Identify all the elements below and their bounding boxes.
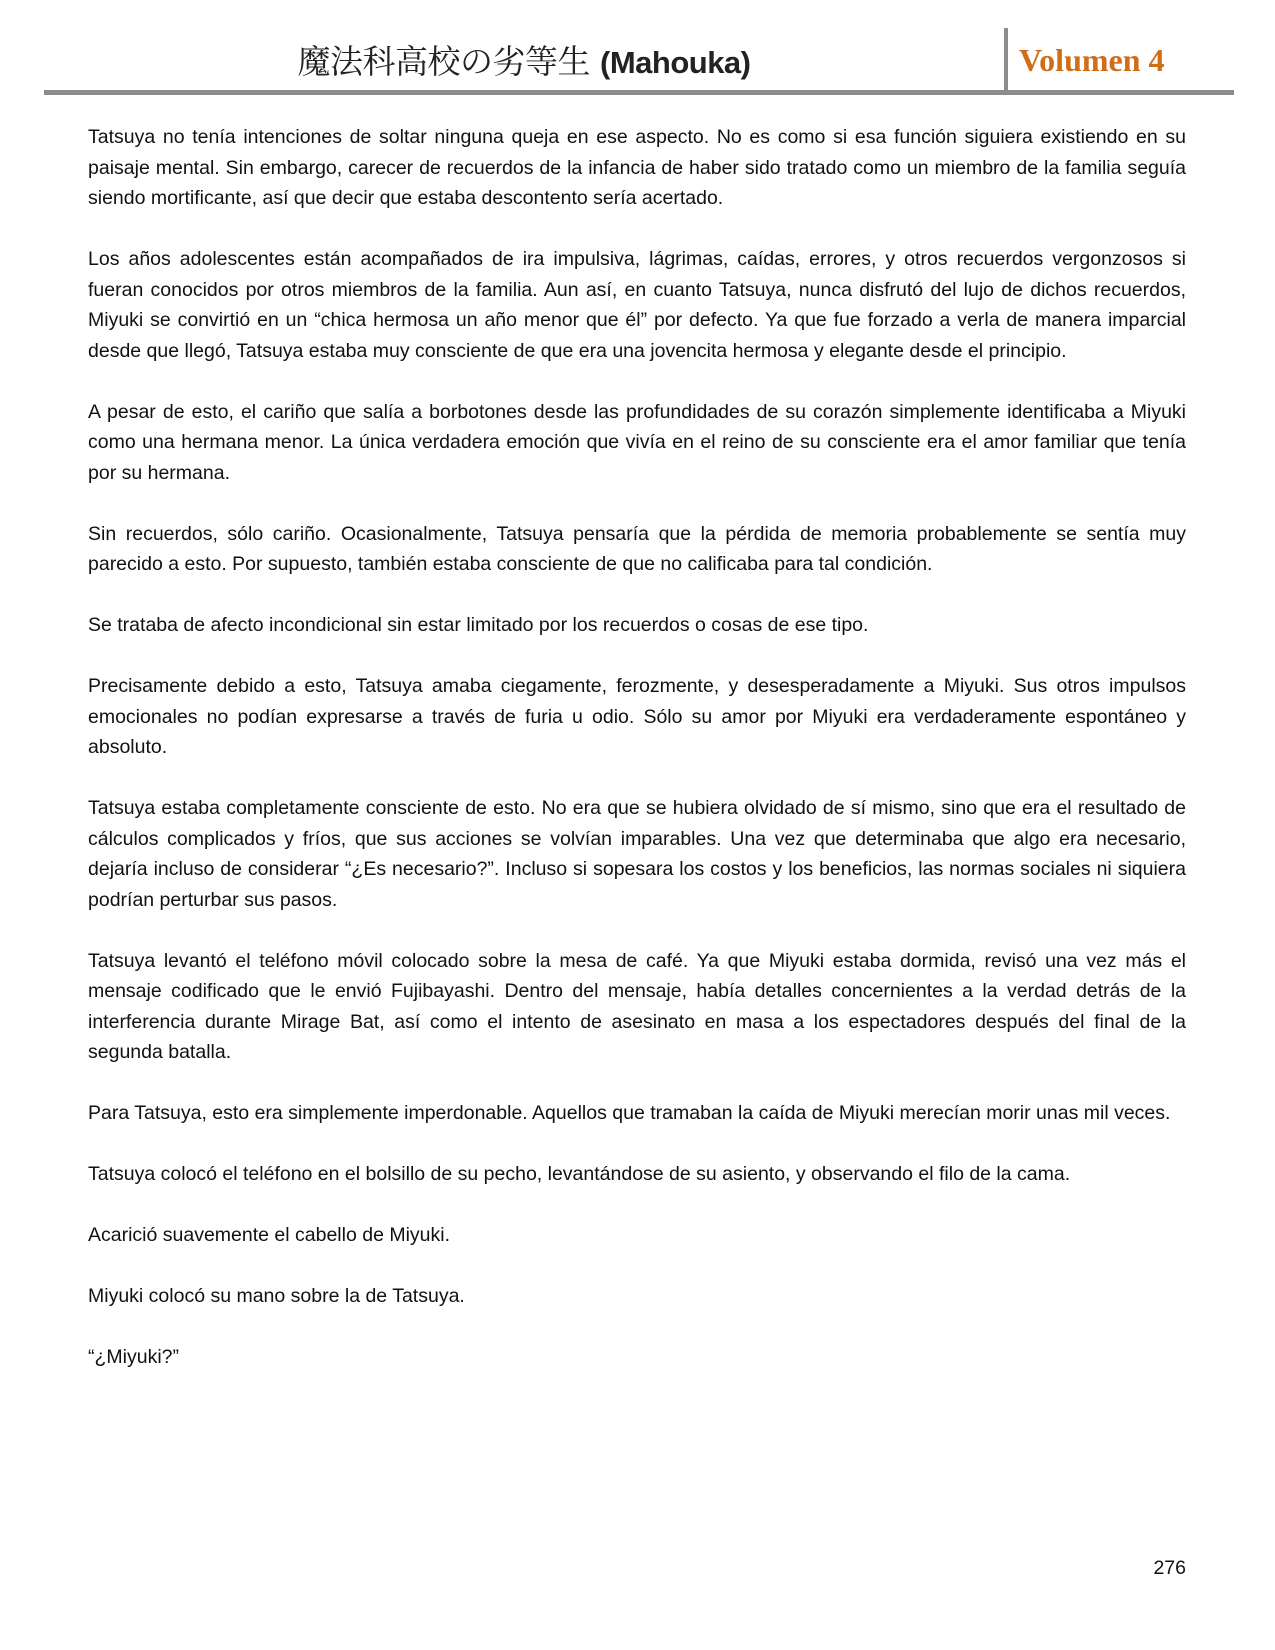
paragraph: “¿Miyuki?” [88, 1346, 179, 1368]
paragraph: Tatsuya estaba completamente consciente de esto. No era que se hubiera olvidado de sí mismo, sino que era el resultado de cálculos complicados y fríos, que sus acciones se volvían imparables. Una vez que determinaba que algo era necesario, dejaría incluso de considerar “¿Es necesario?”. Incluso si sopesara los costos y los beneficios, las normas sociales ni siquiera podrían perturbar sus pasos. [88, 797, 1186, 911]
paragraph: Los años adolescentes están acompañados de ira impulsiva, lágrimas, caídas, errores, y otros recuerdos vergonzosos si fueran conocidos por otros miembros de la familia. Aun así, en cuanto Tatsuya, nunca disfrutó del lujo de dichos recuerdos, Miyuki se convirtió en un “chica hermosa un año menor que él” por defecto. Ya que fue forzado a verla de manera imparcial desde que llegó, Tatsuya estaba muy consciente de que era una jovencita hermosa y elegante desde el principio. [88, 248, 1186, 362]
paragraph: Miyuki colocó su mano sobre la de Tatsuya. [88, 1285, 465, 1307]
paragraph: Se trataba de afecto incondicional sin estar limitado por los recuerdos o cosas de ese tipo. [88, 614, 869, 636]
book-title-japanese: 魔法科高校の劣等生 [297, 42, 590, 81]
paragraph: Tatsuya levantó el teléfono móvil colocado sobre la mesa de café. Ya que Miyuki estaba dormida, revisó una vez más el mensaje codificado que le envió Fujibayashi. Dentro del mensaje, había detalles concernientes a la verdad detrás de la interferencia durante Mirage Bat, así como el intento de asesinato en masa a los espectadores después del final de la segunda batalla. [88, 949, 1186, 1063]
volume-label: Volumen 4 [1019, 42, 1165, 78]
page-header [44, 28, 1234, 94]
paragraph: Precisamente debido a esto, Tatsuya amaba ciegamente, ferozmente, y desesperadamente a Miyuki. Sus otros impulsos emocionales no podían expresarse a través de furia u odio. Sólo su amor por Miyuki era verdaderamente espontáneo y absoluto. [88, 675, 1186, 758]
book-title [44, 38, 1004, 87]
paragraph: Tatsuya colocó el teléfono en el bolsillo de su pecho, levantándose de su asiento, y observando el filo de la cama. [88, 1163, 1071, 1185]
header-rule [44, 90, 1234, 95]
page-number: 276 [1153, 1557, 1186, 1579]
paragraph: Para Tatsuya, esto era simplemente imperdonable. Aquellos que tramaban la caída de Miyuki merecían morir unas mil veces. [88, 1102, 1171, 1124]
paragraph: Sin recuerdos, sólo cariño. Ocasionalmente, Tatsuya pensaría que la pérdida de memoria probablemente se sentía muy parecido a esto. Por supuesto, también estaba consciente de que no calificaba para tal condición. [88, 522, 1186, 575]
book-title-latin: (Mahouka) [600, 45, 751, 80]
paragraph: A pesar de esto, el cariño que salía a borbotones desde las profundidades de su corazón simplemente identificaba a Miyuki como una hermana menor. La única verdadera emoción que vivía en el reino de su consciente era el amor familiar que tenía por su hermana. [88, 400, 1186, 484]
header-vertical-divider [1004, 28, 1008, 94]
paragraph: Acarició suavemente el cabello de Miyuki. [88, 1224, 451, 1246]
paragraph: Tatsuya no tenía intenciones de soltar ninguna queja en ese aspecto. No es como si esa función siguiera existiendo en su paisaje mental. Sin embargo, carecer de recuerdos de la infancia de haber sido tratado como un miembro de la familia seguía siendo mortificante, así que decir que estaba descontento sería acertado. [88, 126, 1186, 209]
page-body [88, 122, 1186, 1403]
